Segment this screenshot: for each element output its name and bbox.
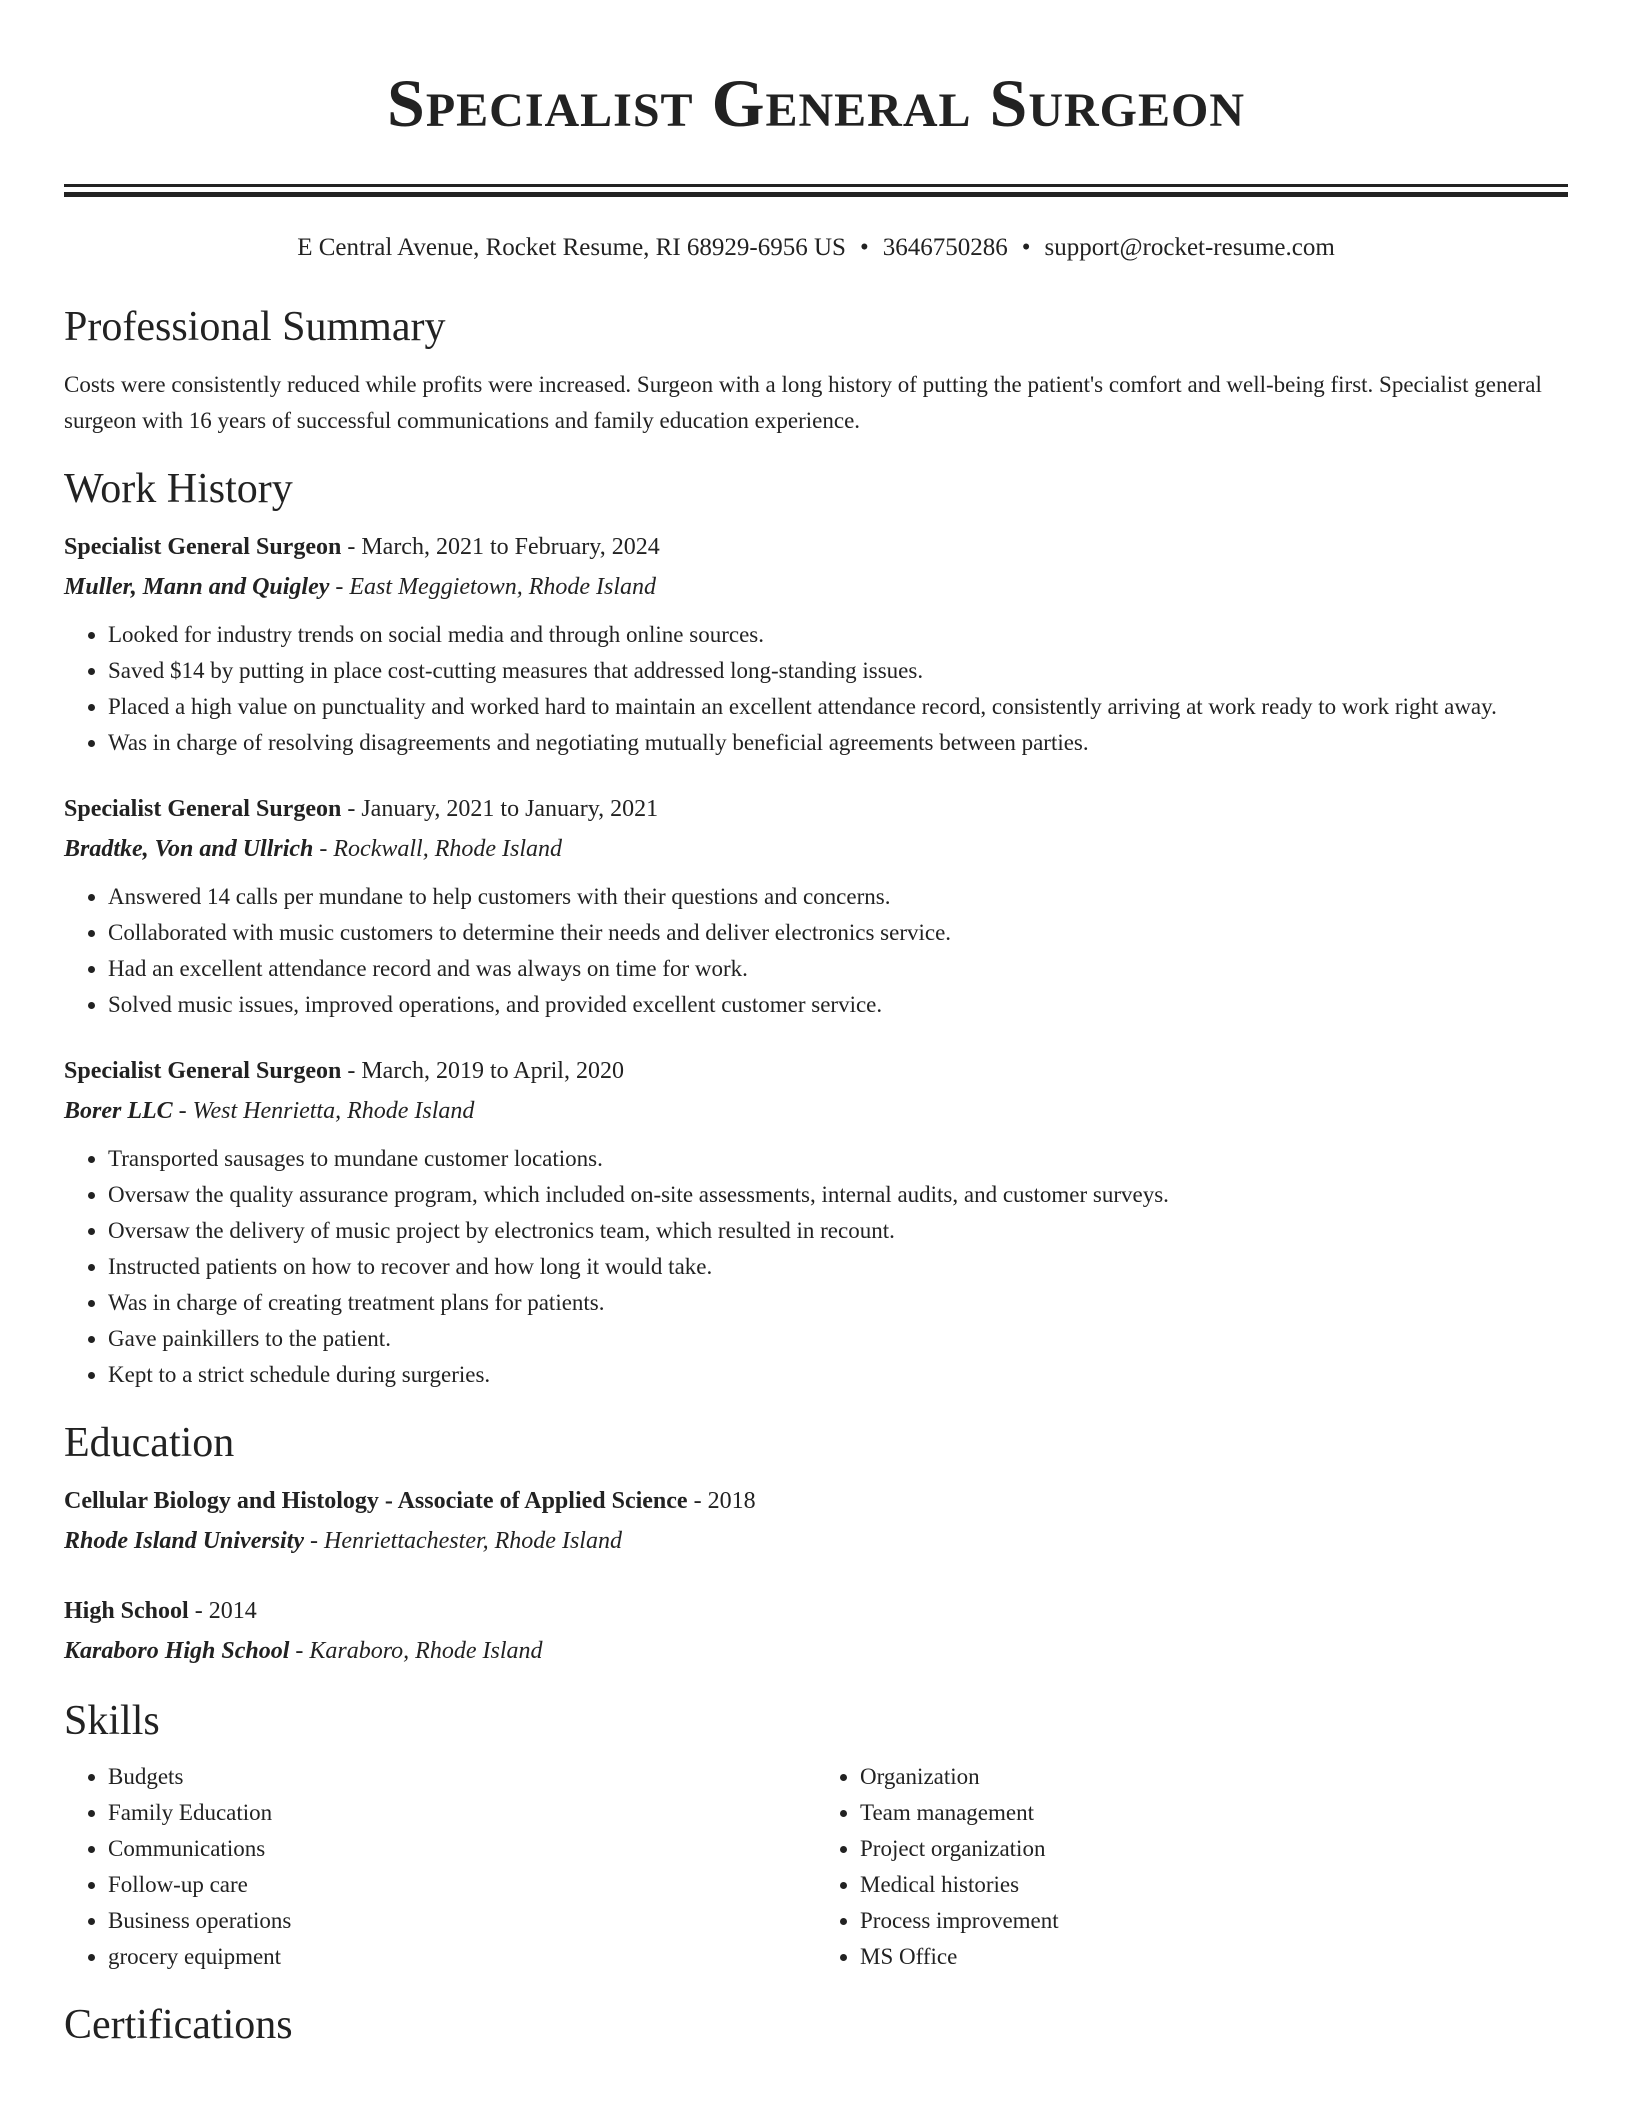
skills-left-column [64, 1759, 816, 1975]
job-bullet: • Transported sausages to mundane customer locations. [108, 1141, 1568, 1177]
job-bullets [64, 617, 1568, 761]
job-company-line [64, 1091, 1568, 1131]
job-dates: - March, 2021 to February, 2024 [341, 534, 660, 560]
summary-section [64, 299, 1568, 439]
job-title-line [64, 1051, 1568, 1091]
work-history-section [64, 461, 1568, 1393]
contact-email: support@rocket-resume.com [1044, 234, 1335, 261]
skill-item: • Medical histories [860, 1867, 1568, 1903]
education-school: Karaboro High School [64, 1638, 290, 1664]
section-heading-skills: Skills [64, 1698, 160, 1744]
education-location: - Henriettachester, Rhode Island [304, 1528, 622, 1554]
contact-separator: • [1021, 234, 1031, 261]
education-school-line [64, 1521, 1568, 1561]
section-heading-certifications: Certifications [64, 2002, 293, 2048]
job-dates: - January, 2021 to January, 2021 [341, 796, 659, 822]
education-entry [64, 1591, 1568, 1671]
contact-address: E Central Avenue, Rocket Resume, RI 68929-6956 US [297, 234, 846, 261]
section-heading-summary: Professional Summary [64, 304, 446, 350]
job-title: Specialist General Surgeon [64, 796, 342, 822]
skill-item: • Budgets [108, 1759, 816, 1795]
skill-item: • Family Education [108, 1795, 816, 1831]
job-title: Specialist General Surgeon [64, 1058, 342, 1084]
job-company-line [64, 567, 1568, 607]
skill-item: • Business operations [108, 1903, 816, 1939]
job-title-line [64, 527, 1568, 567]
education-degree: High School [64, 1598, 189, 1624]
skill-item: • Communications [108, 1831, 816, 1867]
education-entry [64, 1481, 1568, 1561]
education-school: Rhode Island University [64, 1528, 305, 1554]
job-entry [64, 789, 1568, 1023]
education-year: - 2018 [687, 1488, 756, 1514]
job-bullet: • Solved music issues, improved operations, and provided excellent customer service. [108, 987, 1568, 1023]
header-divider-bottom [64, 192, 1568, 197]
skill-item: • Process improvement [860, 1903, 1568, 1939]
skill-item: • Team management [860, 1795, 1568, 1831]
job-bullet: • Looked for industry trends on social media and through online sources. [108, 617, 1568, 653]
job-entry [64, 1051, 1568, 1393]
contact-line [64, 231, 1568, 265]
skills-right-column [816, 1759, 1568, 1975]
header-divider-top [64, 184, 1568, 187]
skill-item: • grocery equipment [108, 1939, 816, 1975]
section-heading-education: Education [64, 1420, 235, 1466]
job-bullet: • Collaborated with music customers to determine their needs and deliver electronics service. [108, 915, 1568, 951]
education-school-line [64, 1631, 1568, 1671]
job-bullet: • Kept to a strict schedule during surgeries. [108, 1357, 1568, 1393]
job-bullet: • Was in charge of resolving disagreements and negotiating mutually beneficial agreements between parties. [108, 725, 1568, 761]
education-location: - Karaboro, Rhode Island [289, 1638, 543, 1664]
job-location: - Rockwall, Rhode Island [313, 836, 563, 862]
job-bullet: • Oversaw the delivery of music project by electronics team, which resulted in recount. [108, 1213, 1568, 1249]
contact-phone: 3646750286 [882, 234, 1008, 261]
job-company: Muller, Mann and Quigley [64, 574, 330, 600]
job-location: - East Meggietown, Rhode Island [329, 574, 657, 600]
job-company: Bradtke, Von and Ullrich [64, 836, 314, 862]
job-title: Specialist General Surgeon [64, 534, 342, 560]
job-company-line [64, 829, 1568, 869]
skill-item: • Project organization [860, 1831, 1568, 1867]
job-company: Borer LLC [64, 1098, 173, 1124]
job-bullet: • Saved $14 by putting in place cost-cutting measures that addressed long-standing issues. [108, 653, 1568, 689]
education-section [64, 1415, 1568, 1671]
job-bullet: • Placed a high value on punctuality and worked hard to maintain an excellent attendance record, consistently arriving at work ready to work right away. [108, 689, 1568, 725]
job-title-line [64, 789, 1568, 829]
job-bullet: • Gave painkillers to the patient. [108, 1321, 1568, 1357]
job-bullet: • Had an excellent attendance record and was always on time for work. [108, 951, 1568, 987]
skill-item: • Follow-up care [108, 1867, 816, 1903]
education-degree-line [64, 1481, 1568, 1521]
summary-text: Costs were consistently reduced while profits were increased. Surgeon with a long history of putting the patient's comfort and well-being first. Specialist general surgeon with 16 years of successful communications and family education experience. [64, 372, 1542, 433]
job-entry [64, 527, 1568, 761]
job-bullet: • Oversaw the quality assurance program, which included on-site assessments, internal audits, and customer surveys. [108, 1177, 1568, 1213]
job-bullets [64, 1141, 1568, 1393]
skill-item: • MS Office [860, 1939, 1568, 1975]
section-heading-work: Work History [64, 466, 293, 512]
certifications-section [64, 1997, 1568, 2053]
skills-columns [64, 1759, 1568, 1975]
job-location: - West Henrietta, Rhode Island [172, 1098, 475, 1124]
resume-name: Specialist General Surgeon [387, 65, 1245, 141]
job-bullets [64, 879, 1568, 1023]
job-bullet: • Instructed patients on how to recover and how long it would take. [108, 1249, 1568, 1285]
job-bullet: • Answered 14 calls per mundane to help customers with their questions and concerns. [108, 879, 1568, 915]
contact-separator: • [859, 234, 869, 261]
education-degree: Cellular Biology and Histology - Associate of Applied Science [64, 1488, 688, 1514]
skills-section [64, 1693, 1568, 1975]
job-dates: - March, 2019 to April, 2020 [341, 1058, 624, 1084]
education-year: - 2014 [188, 1598, 257, 1624]
skill-item: • Organization [860, 1759, 1568, 1795]
education-degree-line [64, 1591, 1568, 1631]
job-bullet: • Was in charge of creating treatment plans for patients. [108, 1285, 1568, 1321]
